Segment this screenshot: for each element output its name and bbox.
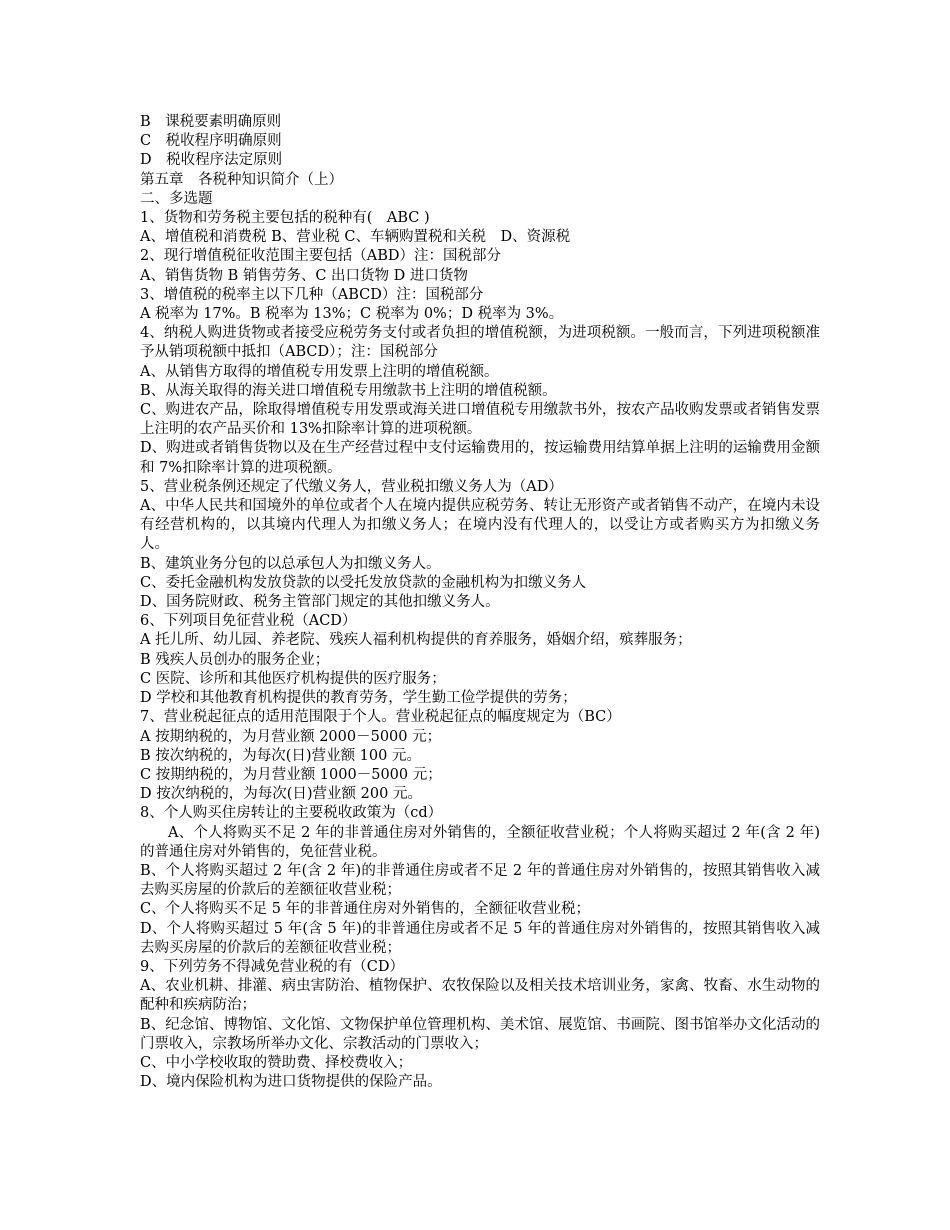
option-line: D 按次纳税的，为每次(日)营业额 200 元。 [140, 786, 422, 803]
section-heading: 二、多选题 [140, 190, 213, 207]
option-line: D、境内保险机构为进口货物提供的保险产品。 [140, 1074, 442, 1091]
question-line: 3、增值税的税率主以下几种（ABCD）注：国税部分 [140, 286, 484, 303]
option-line: D、个人将购买超过 5 年(含 5 年)的非普通住房或者不足 5 年的普通住房对外销售的，按照其销售收入减去购买房屋的价款后的差额征收营业税； [140, 920, 820, 956]
option-line: C 税收程序明确原则 [140, 133, 282, 150]
option-line: B 课税要素明确原则 [140, 114, 282, 130]
question-line: 5、营业税条例还规定了代缴义务人，营业税扣缴义务人为（AD） [140, 478, 563, 495]
option-line: A 按期纳税的，为月营业额 2000－5000 元； [140, 728, 442, 745]
option-line: B 按次纳税的，为每次(日)营业额 100 元。 [140, 747, 421, 764]
option-line: B、从海关取得的海关进口增值税专用缴款书上注明的增值税额。 [140, 382, 557, 399]
question-line: 6、下列项目免征营业税（ACD） [140, 613, 357, 630]
option-line: A、中华人民共和国境外的单位或者个人在境内提供应税劳务、转让无形资产或者销售不动产，在境内未设有经营机构的，以其境内代理人为扣缴义务人；在境内没有代理人的，以受让方或者购买方为扣缴义务人。 [140, 498, 820, 553]
option-line: A、个人将购买不足 2 年的非普通住房对外销售的，全额征收营业税；个人将购买超过 2 年(含 2 年)的普通住房对外销售的，免征营业税。 [140, 824, 820, 860]
option-line: C、委托金融机构发放贷款的以受托发放贷款的金融机构为扣缴义务人 [140, 574, 587, 591]
option-line: C、个人将购买不足 5 年的非普通住房对外销售的，全额征收营业税； [140, 901, 591, 918]
option-line: C、中小学校收取的赞助费、择校费收入； [140, 1054, 413, 1071]
option-line: A、农业机耕、排灌、病虫害防治、植物保护、农牧保险以及相关技术培训业务，家禽、牧畜、水生动物的配种和疾病防治； [140, 978, 820, 1014]
question-line: 1、货物和劳务税主要包括的税种有( ABC ) [140, 210, 430, 227]
option-line: D 税收程序法定原则 [140, 152, 283, 169]
question-line: 9、下列劳务不得减免营业税的有（CD） [140, 958, 404, 975]
option-line: C 按期纳税的，为月营业额 1000－5000 元； [140, 766, 442, 783]
option-line: A、从销售方取得的增值税专用发票上注明的增值税额。 [140, 363, 499, 380]
option-line: D、国务院财政、税务主管部门规定的其他扣缴义务人。 [140, 594, 500, 611]
option-line: D、购进或者销售货物以及在生产经营过程中支付运输费用的，按运输费用结算单据上注明的运输费用金额和 7%扣除率计算的进项税额。 [140, 440, 820, 476]
question-line: 2、现行增值税征收范围主要包括（ABD）注：国税部分 [140, 248, 501, 265]
option-line: B、个人将购买超过 2 年(含 2 年)的非普通住房或者不足 2 年的普通住房对外销售的，按照其销售收入减去购买房屋的价款后的差额征收营业税； [140, 862, 820, 899]
option-line: A、增值税和消费税 B、营业税 C、车辆购置税和关税 D、资源税 [140, 229, 571, 246]
option-line: A、销售货物 B 销售劳务、C 出口货物 D 进口货物 [140, 267, 468, 284]
option-line: B、纪念馆、博物馆、文化馆、文物保护单位管理机构、美术馆、展览馆、书画院、图书馆举办文化活动的门票收入，宗教场所举办文化、宗教活动的门票收入； [140, 1016, 820, 1052]
option-line: C、购进农产品，除取得增值税专用发票或海关进口增值税专用缴款书外，按农产品收购发票或者销售发票上注明的农产品买价和 13%扣除率计算的进项税额。 [140, 402, 820, 438]
option-line: A 税率为 17%。B 税率为 13%；C 税率为 0%；D 税率为 3%。 [140, 306, 564, 323]
question-line: 8、个人购买住房转让的主要税收政策为（cd） [140, 805, 443, 822]
question-line: 4、纳税人购进货物或者接受应税劳务支付或者负担的增值税额，为进项税额。一般而言，下列进项税额准予从销项税额中抵扣（ABCD）；注：国税部分 [140, 325, 820, 361]
option-line: C 医院、诊所和其他医疗机构提供的医疗服务； [140, 670, 446, 687]
document-body [140, 113, 820, 1092]
question-line: 7、营业税起征点的适用范围限于个人。营业税起征点的幅度规定为（BC） [140, 709, 621, 726]
option-line: A 托儿所、幼儿园、养老院、残疾人福利机构提供的育养服务，婚姻介绍，殡葬服务； [140, 632, 692, 649]
option-line: D 学校和其他教育机构提供的教育劳务，学生勤工俭学提供的劳务； [140, 690, 577, 707]
chapter-heading: 第五章 各税种知识简介（上） [140, 171, 343, 188]
option-line: B 残疾人员创办的服务企业； [140, 651, 330, 668]
option-line: B、建筑业务分包的以总承包人为扣缴义务人。 [140, 555, 441, 572]
